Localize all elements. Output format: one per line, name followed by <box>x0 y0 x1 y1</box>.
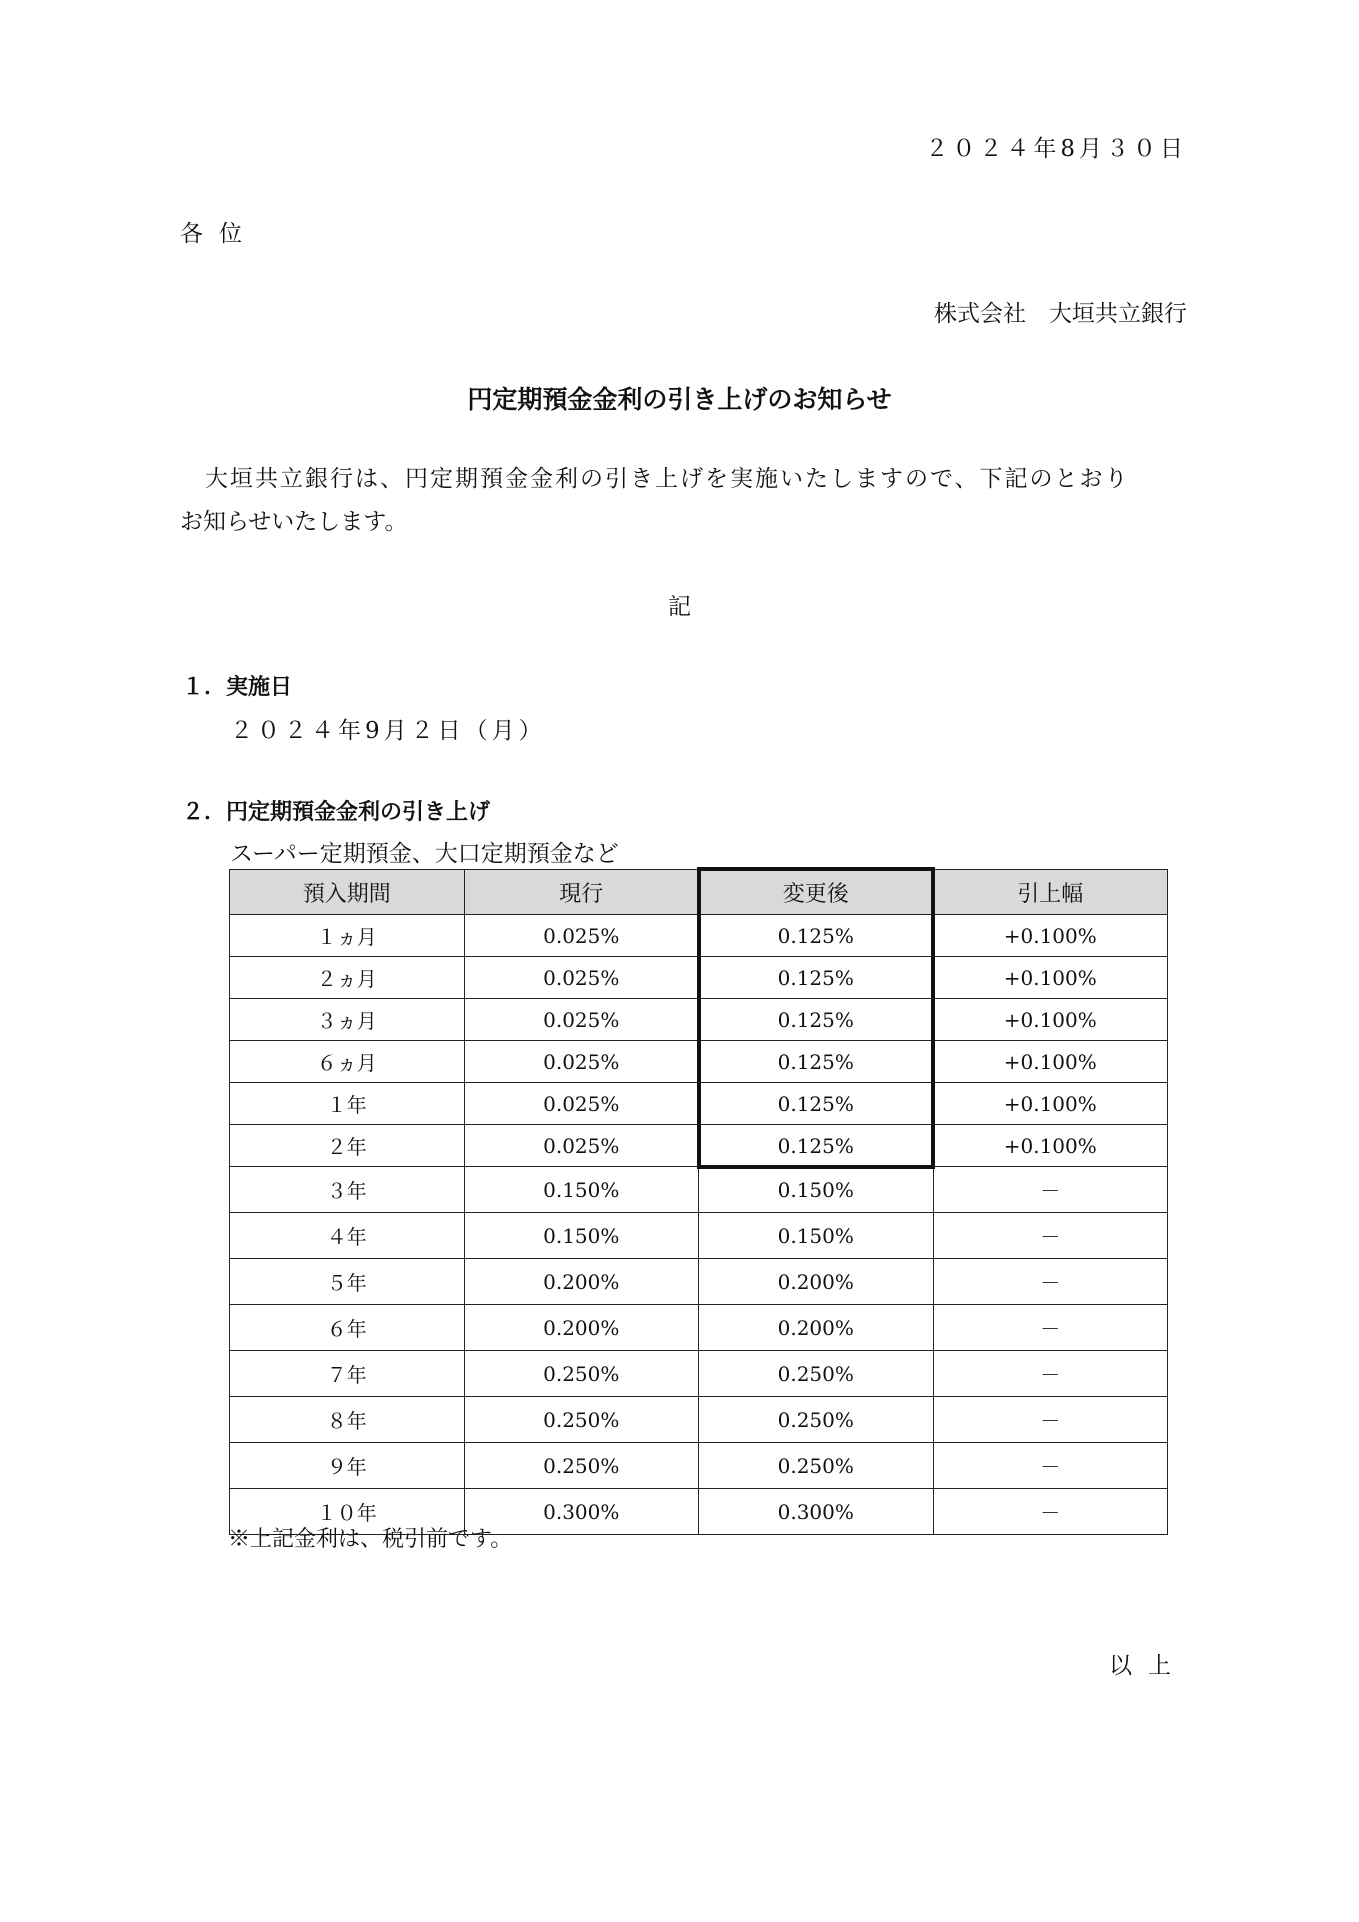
table-row <box>230 1083 1168 1125</box>
table-row <box>230 1443 1168 1489</box>
table-row <box>230 1213 1168 1259</box>
intro-line-2: お知らせいたします。 <box>180 509 408 535</box>
cell-new: 0.125% <box>699 1125 934 1167</box>
cell-current: 0.300% <box>464 1489 699 1535</box>
header-new: 変更後 <box>699 870 934 915</box>
cell-increase: － <box>933 1397 1168 1443</box>
cell-new: 0.150% <box>699 1213 934 1259</box>
cell-new: 0.125% <box>699 957 934 999</box>
cell-term: ６ヵ月 <box>230 1041 465 1083</box>
cell-new: 0.125% <box>699 1041 934 1083</box>
cell-new: 0.250% <box>699 1351 934 1397</box>
document-title: 円定期預金金利の引き上げのお知らせ <box>467 385 892 414</box>
cell-new: 0.125% <box>699 999 934 1041</box>
cell-increase: +0.100% <box>933 1041 1168 1083</box>
cell-current: 0.250% <box>464 1443 699 1489</box>
section1-heading: １．実施日 <box>182 675 293 700</box>
cell-current: 0.025% <box>464 915 699 957</box>
cell-new: 0.200% <box>699 1305 934 1351</box>
cell-current: 0.150% <box>464 1167 699 1213</box>
cell-term: ３ヵ月 <box>230 999 465 1041</box>
cell-increase: － <box>933 1489 1168 1535</box>
cell-term: ４年 <box>230 1213 465 1259</box>
cell-increase: － <box>933 1259 1168 1305</box>
cell-increase: － <box>933 1213 1168 1259</box>
cell-new: 0.150% <box>699 1167 934 1213</box>
cell-current: 0.200% <box>464 1305 699 1351</box>
table-row <box>230 999 1168 1041</box>
header-increase: 引上幅 <box>933 870 1168 915</box>
cell-increase: － <box>933 1443 1168 1489</box>
section2-heading: ２．円定期預金金利の引き上げ <box>182 800 491 825</box>
cell-increase: +0.100% <box>933 1125 1168 1167</box>
cell-term: ２年 <box>230 1125 465 1167</box>
cell-current: 0.025% <box>464 999 699 1041</box>
cell-current: 0.250% <box>464 1397 699 1443</box>
cell-current: 0.200% <box>464 1259 699 1305</box>
table-row <box>230 1041 1168 1083</box>
closing-mark: 以上 <box>1109 1653 1187 1679</box>
table-row <box>230 915 1168 957</box>
cell-new: 0.250% <box>699 1397 934 1443</box>
table-row <box>230 1125 1168 1167</box>
cell-current: 0.025% <box>464 1041 699 1083</box>
cell-term: ２ヵ月 <box>230 957 465 999</box>
cell-term: １年 <box>230 1083 465 1125</box>
interest-rate-table <box>229 869 1168 1535</box>
addressee: 各位 <box>180 221 258 247</box>
cell-increase: +0.100% <box>933 957 1168 999</box>
cell-term: ６年 <box>230 1305 465 1351</box>
cell-increase: － <box>933 1167 1168 1213</box>
cell-new: 0.200% <box>699 1259 934 1305</box>
cell-new: 0.250% <box>699 1443 934 1489</box>
ki-marker: 記 <box>668 594 691 620</box>
table-row <box>230 1167 1168 1213</box>
intro-line-1: 大垣共立銀行は、円定期預金金利の引き上げを実施いたしますので、下記のとおり <box>205 466 1130 492</box>
cell-current: 0.025% <box>464 1083 699 1125</box>
cell-term: １０年 <box>230 1489 465 1535</box>
cell-increase: +0.100% <box>933 1083 1168 1125</box>
cell-term: ７年 <box>230 1351 465 1397</box>
table-row <box>230 1259 1168 1305</box>
cell-increase: +0.100% <box>933 999 1168 1041</box>
cell-term: ５年 <box>230 1259 465 1305</box>
cell-term: ３年 <box>230 1167 465 1213</box>
issuer-name: 株式会社 大垣共立銀行 <box>934 301 1187 327</box>
table-row <box>230 957 1168 999</box>
cell-new: 0.300% <box>699 1489 934 1535</box>
document-date: ２０２４年8月３０日 <box>925 136 1187 162</box>
cell-increase: +0.100% <box>933 915 1168 957</box>
table-row <box>230 1397 1168 1443</box>
footnote: ※上記金利は、税引前です。 <box>228 1527 513 1552</box>
cell-current: 0.150% <box>464 1213 699 1259</box>
cell-term: ８年 <box>230 1397 465 1443</box>
table-header-row <box>230 870 1168 915</box>
cell-new: 0.125% <box>699 915 934 957</box>
header-term: 預入期間 <box>230 870 465 915</box>
section2-subtitle: スーパー定期預金、大口定期預金など <box>230 841 619 867</box>
cell-current: 0.250% <box>464 1351 699 1397</box>
table-row <box>230 1305 1168 1351</box>
cell-current: 0.025% <box>464 957 699 999</box>
header-current: 現行 <box>464 870 699 915</box>
table-row <box>230 1351 1168 1397</box>
cell-current: 0.025% <box>464 1125 699 1167</box>
cell-new: 0.125% <box>699 1083 934 1125</box>
section1-effective-date: ２０２４年9月２日（月） <box>230 718 546 744</box>
cell-increase: － <box>933 1305 1168 1351</box>
cell-term: ９年 <box>230 1443 465 1489</box>
cell-increase: － <box>933 1351 1168 1397</box>
cell-term: １ヵ月 <box>230 915 465 957</box>
